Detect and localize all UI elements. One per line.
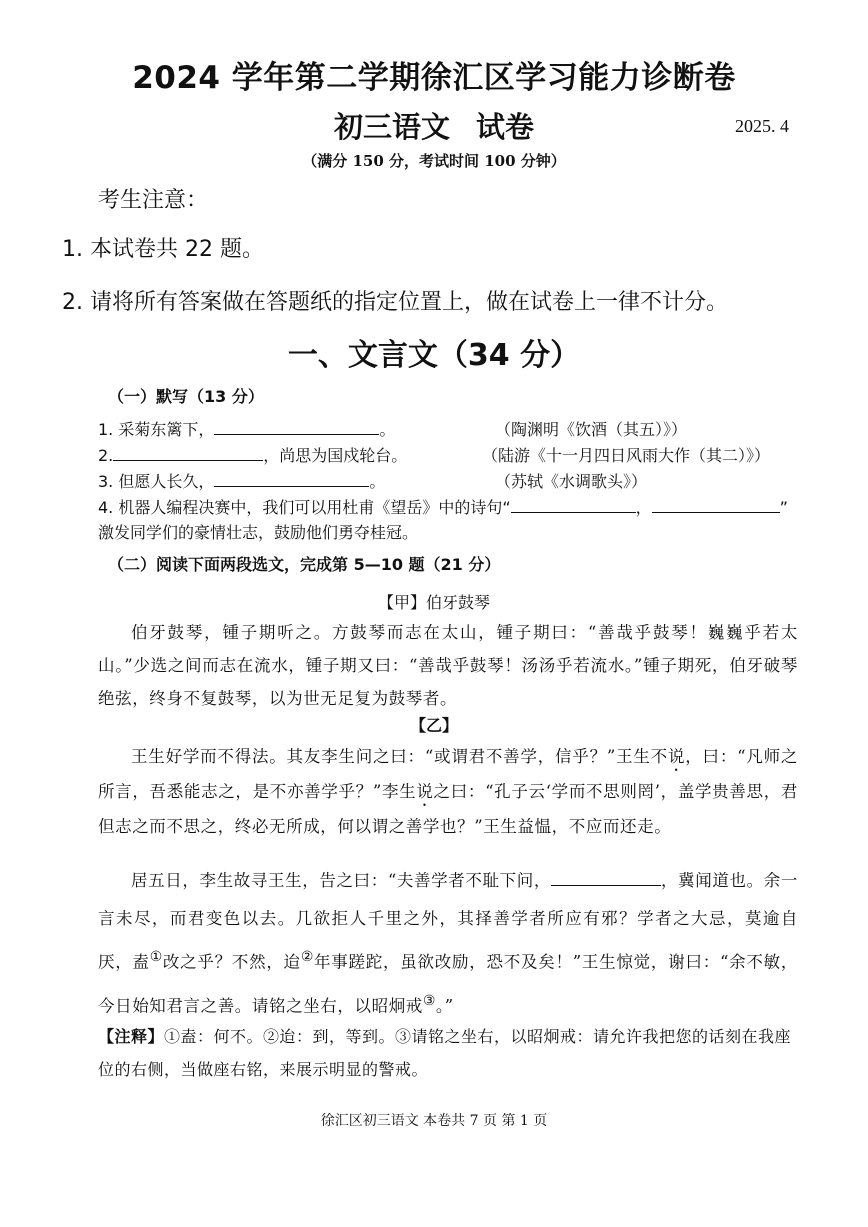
question-3-source: （苏轼《水调歌头》）: [495, 472, 648, 491]
notice-item-1: 1. 本试卷共 22 题。: [62, 237, 264, 262]
answer-blank: [652, 498, 780, 513]
answer-blank: [113, 446, 263, 461]
passage-jia-title: 【甲】伯牙鼓琴: [377, 593, 490, 612]
footnote-marker: ③: [422, 992, 436, 1009]
question-2: 2. ，尚思为国戍轮台。: [98, 446, 408, 465]
emphasized-char: 说: [416, 782, 434, 801]
passage-jia-text: 伯牙鼓琴，锺子期听之。方鼓琴而志在太山，锺子期曰：“善哉乎鼓琴！巍巍乎若太山。”少选之间而志在流水，锺子期又曰：“善哉乎鼓琴！汤汤乎若流水。”锺子期死，伯牙破琴绝弦，终身不复鼓琴，以为世无足复为鼓琴者。: [98, 623, 798, 708]
subject-label: 初三语文: [333, 110, 450, 144]
answer-blank: [511, 498, 636, 513]
question-1: 1. 采菊东篱下， 。: [98, 420, 396, 439]
annotation-text: ①盍：何不。②迨：到，等到。③请铭之坐右，以昭炯戒：请允许我把您的话刻在我座位的右侧，当做座右铭，来展示明显的警戒。: [98, 1027, 792, 1079]
annotation: [98, 1020, 798, 1086]
score-time-line: （满分 150 分，考试时间 100 分钟）: [302, 152, 566, 170]
passage-yi-title: 【乙】: [409, 716, 458, 735]
question-1-source: （陶渊明《饮酒（其五）》）: [495, 420, 688, 439]
question-3: 3. 但愿人长久， 。: [98, 472, 386, 491]
part1-heading: （一）默写（13 分）: [108, 387, 264, 406]
section-title: 一、文言文（34 分）: [287, 338, 581, 373]
notice-heading: 考生注意：: [98, 188, 209, 213]
page-footer: 徐汇区初三语文 本卷共 7 页 第 1 页: [320, 1113, 548, 1129]
emphasized-char: 说: [667, 747, 686, 766]
passage-yi-paragraph-1: 王生好学而不得法。其友李生问之曰：“或谓君不善学，信乎？”王生不说，曰：“凡师之所言，吾悉能志之，是不亦善学乎？”李生说之曰：“孔子云‘学而不思则罔’，盖学贵善思，君但志之而不思之，终必无所成，何以谓之善学也？”王生益愠，不应而还走。: [98, 747, 799, 836]
exam-date: 2025. 4: [735, 116, 789, 136]
footnote-marker: ①: [149, 949, 163, 965]
answer-blank: [214, 420, 379, 435]
answer-blank: [551, 871, 661, 886]
part2-heading: （二）阅读下面两段选文，完成第 5—10 题（21 分）: [108, 555, 501, 574]
passage-yi-paragraph-2: 居五日，李生故寻王生，告之曰：“夫善学者不耻下问， ，冀闻道也。余一言未尽，而君变色以去。几欲拒人千里之外，其择善学者所应有邪？学者之大忌，莫逾自厌，盍①改之乎？不然，迨②年事蹉跎，虽欲改励，恐不及矣！”王生惊觉，谢曰：“余不敏，今日始知君言之善。请铭之坐右，以昭炯戒③。”: [98, 871, 798, 1015]
exam-title: 2024 学年第二学期徐汇区学习能力诊断卷: [132, 60, 736, 96]
question-2-source: （陆游《十一月四日风雨大作（其二）》）: [482, 446, 771, 465]
question-4-line-2: 激发同学们的豪情壮志，鼓励他们勇夺桂冠。: [98, 523, 419, 542]
answer-blank: [214, 472, 369, 487]
paper-kind-label: 试卷: [476, 110, 535, 144]
notice-item-2: 2. 请将所有答案做在答题纸的指定位置上，做在试卷上一律不计分。: [62, 290, 728, 315]
question-4: 4. 机器人编程决赛中，我们可以用杜甫《望岳》中的诗句“ ， ”: [98, 498, 788, 517]
annotation-label: 【注释】: [98, 1027, 165, 1046]
footnote-marker: ②: [300, 949, 314, 965]
